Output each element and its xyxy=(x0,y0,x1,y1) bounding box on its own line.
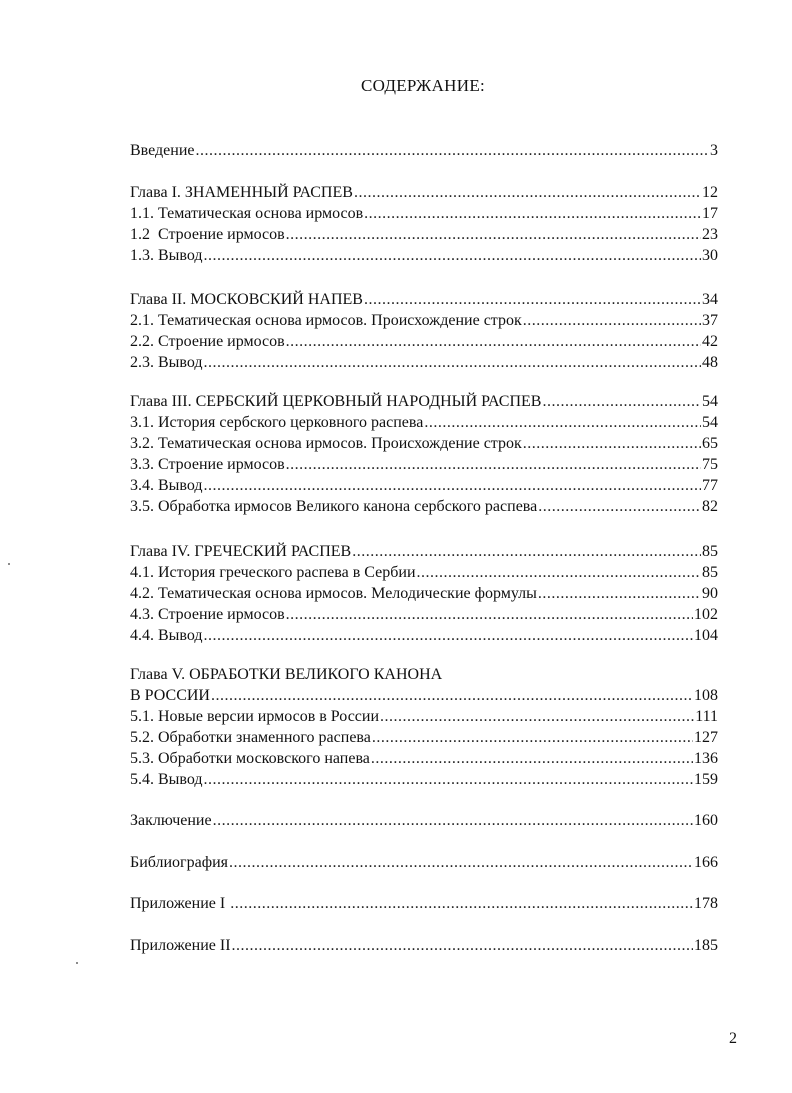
leader-dots xyxy=(372,727,693,748)
toc-entry: 4.3. Строение ирмосов ..... 102 xyxy=(130,604,718,625)
toc-chapter-heading: Глава III. СЕРБСКИЙ ЦЕРКОВНЫЙ НАРОДНЫЙ РАСПЕВ ..... 54 xyxy=(130,391,718,412)
leader-dots xyxy=(229,852,693,873)
toc-chapter-heading: Глава I. ЗНАМЕННЫЙ РАСПЕВ ..... 12 xyxy=(130,182,718,203)
leader-dots xyxy=(380,706,694,727)
leader-dots xyxy=(232,935,693,956)
page-title: СОДЕРЖАНИЕ: xyxy=(360,76,486,95)
leader-dots xyxy=(352,541,701,562)
leader-dots xyxy=(230,893,693,914)
toc-entry-conclusion: Заключение ..... 160 xyxy=(130,810,718,831)
toc-entry: 4.4. Вывод ..... 104 xyxy=(130,625,718,646)
toc-entry-intro xyxy=(130,140,718,161)
toc-entry: 5.2. Обработки знаменного распева ..... 127 xyxy=(130,727,718,748)
toc-entry: 3.1. История сербского церковного распева ..... 54 xyxy=(130,412,718,433)
toc-entry: 5.4. Вывод ..... 159 xyxy=(130,769,718,790)
leader-dots xyxy=(286,331,701,352)
toc-entry: 3.4. Вывод ..... 77 xyxy=(130,475,718,496)
toc-entry: 2.3. Вывод ..... 48 xyxy=(130,352,718,373)
leader-dots xyxy=(213,810,693,831)
scan-speck xyxy=(76,962,78,964)
toc-entry: 5.3. Обработки московского напева ..... 136 xyxy=(130,748,718,769)
toc-chapter-4 xyxy=(130,541,718,646)
toc-entry: 2.1. Тематическая основа ирмосов. Происхождение строк ..... 37 xyxy=(130,310,718,331)
toc-entry: 3.5. Обработка ирмосов Великого канона сербского распева ..... 82 xyxy=(130,496,718,517)
toc-entry: 1.1. Тематическая основа ирмосов ..... 17 xyxy=(130,203,718,224)
toc-entry: 5.1. Новые версии ирмосов в России ..... 111 xyxy=(130,706,718,727)
toc-chapter-heading: В РОССИИ ..... 108 xyxy=(130,685,718,706)
leader-dots xyxy=(538,496,701,517)
leader-dots xyxy=(286,604,693,625)
leader-dots xyxy=(364,203,701,224)
toc-entry: 3.3. Строение ирмосов ..... 75 xyxy=(130,454,718,475)
toc-entry: 1.3. Вывод ..... 30 xyxy=(130,245,718,266)
toc-entry-appendix-2: Приложение II ..... 185 xyxy=(130,935,718,956)
toc-entry-appendix-1: Приложение I ..... 178 xyxy=(130,893,718,914)
leader-dots xyxy=(286,224,701,245)
leader-dots xyxy=(371,748,693,769)
leader-dots xyxy=(211,685,693,706)
leader-dots xyxy=(424,412,701,433)
leader-dots xyxy=(286,454,701,475)
toc-entry-bibliography: Библиография ..... 166 xyxy=(130,852,718,873)
leader-dots xyxy=(204,769,693,790)
toc-entry-page: 3 xyxy=(710,142,718,159)
toc-chapter-5 xyxy=(130,664,718,790)
toc-chapter-2 xyxy=(130,289,718,373)
toc-chapter-heading: Глава II. МОСКОВСКИЙ НАПЕВ ..... 34 xyxy=(130,289,718,310)
toc-chapter-heading: Глава IV. ГРЕЧЕСКИЙ РАСПЕВ ..... 85 xyxy=(130,541,718,562)
leader-dots xyxy=(417,562,702,583)
leader-dots xyxy=(542,391,701,412)
leader-dots xyxy=(364,289,701,310)
leader-dots xyxy=(538,583,701,604)
leader-dots xyxy=(204,352,701,373)
leader-dots xyxy=(196,140,710,161)
toc-chapter-3 xyxy=(130,391,718,517)
toc-entry-label: Введение xyxy=(130,142,195,159)
leader-dots xyxy=(523,310,701,331)
leader-dots xyxy=(354,182,701,203)
scan-speck xyxy=(8,563,10,565)
toc-chapter-heading-line1: Глава V. ОБРАБОТКИ ВЕЛИКОГО КАНОНА xyxy=(130,666,443,683)
toc-chapter-1 xyxy=(130,182,718,266)
leader-dots xyxy=(204,475,701,496)
toc-entry: 1.2 Строение ирмосов ..... 23 xyxy=(130,224,718,245)
toc-entry: 3.2. Тематическая основа ирмосов. Происхождение строк ..... 65 xyxy=(130,433,718,454)
toc-entry: 2.2. Строение ирмосов ..... 42 xyxy=(130,331,718,352)
page-number: 2 xyxy=(729,1030,737,1047)
leader-dots xyxy=(523,433,701,454)
toc-entry: 4.1. История греческого распева в Сербии ..... 85 xyxy=(130,562,718,583)
toc-entry: 4.2. Тематическая основа ирмосов. Мелодические формулы ..... 90 xyxy=(130,583,718,604)
leader-dots xyxy=(204,245,701,266)
leader-dots xyxy=(204,625,693,646)
